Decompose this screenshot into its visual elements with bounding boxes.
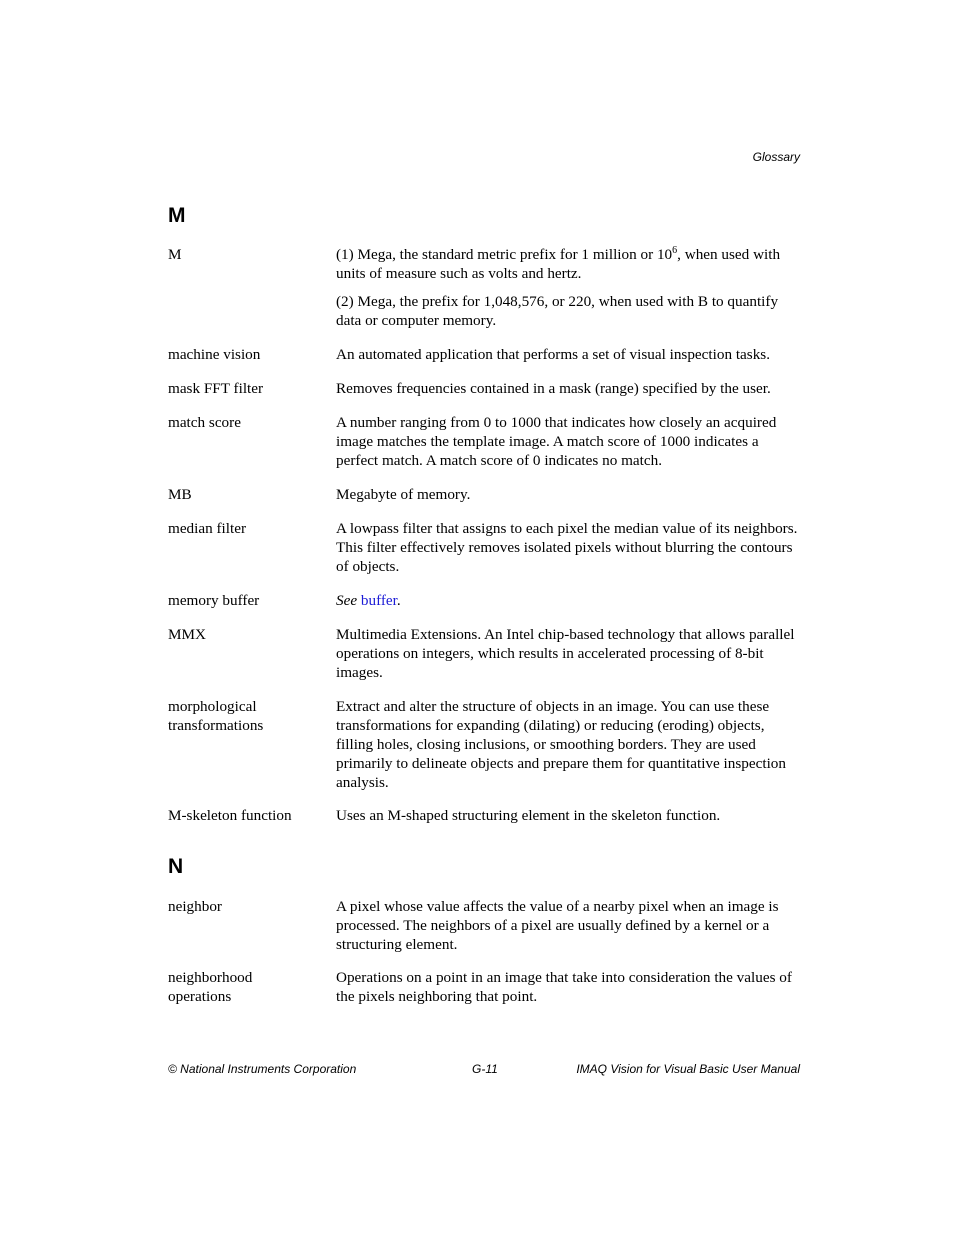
glossary-definition: Operations on a point in an image that take into consideration the values of the pixels neighboring that point. [336,969,792,1005]
glossary-definition: An automated application that performs a set of visual inspection tasks. [336,346,771,363]
glossary-term: neighbor [168,898,222,915]
glossary-term: machine vision [168,346,261,363]
footer-manual-title: IMAQ Vision for Visual Basic User Manual [576,1062,800,1076]
glossary-term: median filter [168,520,247,537]
glossary-definition: Extract and alter the structure of objects in an image. You can use these transformations for expanding (dilating) or reducing (eroding) objects, filling holes, closing inclusions, or smoothing borders. They are used primarily to delineate objects and prepare them for quantitative inspection analysis. [336,698,786,791]
term-line: morphological [168,698,257,715]
term-line: transformations [168,717,264,734]
glossary-definition: A pixel whose value affects the value of a nearby pixel when an image is processed. The neighbors of a pixel are usually defined by a kernel or a structuring element. [336,898,779,953]
glossary-definition [336,245,800,330]
glossary-definition: A lowpass filter that assigns to each pixel the median value of its neighbors. This filter effectively removes isolated pixels without blurring the contours of objects. [336,520,798,575]
glossary-term [168,697,328,735]
glossary-definition: Removes frequencies contained in a mask (range) specified by the user. [336,380,771,397]
glossary-definition: Multimedia Extensions. An Intel chip-based technology that allows parallel operations on integers, which results in accelerated processing of 8-bit images. [336,626,795,681]
glossary-term: MMX [168,626,206,643]
buffer-link[interactable]: buffer [360,592,397,609]
glossary-entry-median-filter [168,519,800,576]
glossary-entry-machine-vision [168,345,800,364]
glossary-entry-mask-fft-filter [168,379,800,398]
glossary-entry-neighborhood-operations [168,968,800,1006]
running-head: Glossary [752,150,800,164]
glossary-term: MB [168,486,192,503]
glossary-definition: Megabyte of memory. [336,486,471,503]
glossary-term: mask FFT filter [168,380,264,397]
glossary-term: M-skeleton function [168,807,292,824]
glossary-entry-match-score [168,413,800,470]
glossary-term: M [168,246,182,263]
glossary-entry-m [168,245,800,330]
glossary-entry-memory-buffer [168,591,800,610]
glossary-entry-m-skeleton-function [168,806,800,825]
definition-text: , when used with units of measure such as volts and hertz. [336,246,781,282]
term-line: operations [168,988,232,1005]
glossary-term [168,968,328,1006]
glossary-term: match score [168,414,241,431]
section-heading-m: M [168,204,186,227]
glossary-definition [336,591,800,610]
glossary-term: memory buffer [168,592,260,609]
definition-text: (2) Mega, the prefix for 1,048,576, or 220, when used with B to quantify data or computer memory. [336,293,779,329]
page-number: G-11 [472,1062,498,1076]
glossary-definition: Uses an M-shaped structuring element in the skeleton function. [336,807,721,824]
glossary-entry-mmx [168,625,800,682]
footer-copyright: © National Instruments Corporation [168,1062,357,1076]
glossary-entry-morphological-transformations [168,697,800,792]
glossary-entry-neighbor [168,897,800,954]
section-heading-n: N [168,855,184,878]
term-line: neighborhood [168,969,253,986]
superscript: 6 [672,245,678,256]
glossary-definition: A number ranging from 0 to 1000 that indicates how closely an acquired image matches the template image. A match score of 1000 indicates a perfect match. A match score of 0 indicates no match. [336,414,777,469]
definition-text: (1) Mega, the standard metric prefix for 1 million or 10 [336,246,673,263]
see-label: See [336,592,358,609]
glossary-entry-mb [168,485,800,504]
period: . [396,592,401,609]
